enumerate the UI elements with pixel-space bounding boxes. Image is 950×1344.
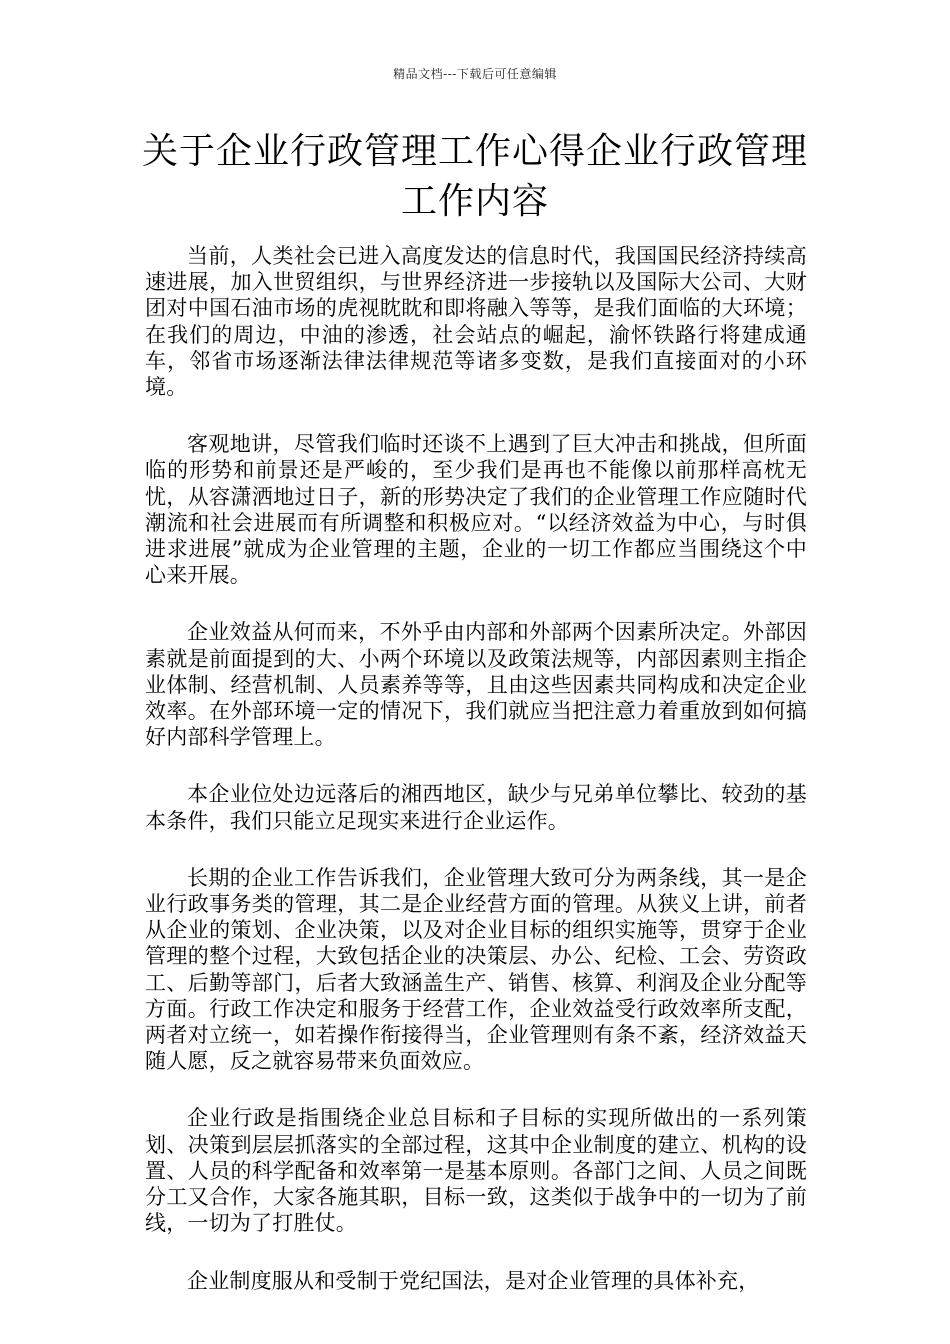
paragraph: 本企业位处边远落后的湘西地区，缺少与兄弟单位攀比、较劲的基本条件，我们只能立足现实来进行企业运作。 (145, 782, 807, 833)
paragraph: 企业效益从何而来，不外乎由内部和外部两个因素所决定。外部因素就是前面提到的大、小两个环境以及政策法规等，内部因素则主指企业体制、经营机制、人员素养等等，且由这些因素共同构成和决定企业效率。在外部环境一定的情况下，我们就应当把注意力着重放到如何搞好内部科学管理上。 (145, 620, 807, 750)
paragraph: 企业制度服从和受制于党纪国法，是对企业管理的具体补充， (187, 1268, 760, 1293)
paragraph: 当前，人类社会已进入高度发达的信息时代，我国国民经济持续高速进展，加入世贸组织，与世界经济进一步接轨以及国际大公司、大财团对中国石油市场的虎视眈眈和即将融入等等，是我们面临的大环境；在我们的周边，中油的渗透，社会站点的崛起，渝怀铁路行将建成通车，邻省市场逐渐法律法律规范等诸多变数，是我们直接面对的小环境。 (145, 244, 807, 400)
paragraph: 客观地讲，尽管我们临时还谈不上遇到了巨大冲击和挑战，但所面临的形势和前景还是严峻的，至少我们是再也不能像以前那样高枕无忧，从容潇洒地过日子，新的形势决定了我们的企业管理工作应随时代潮流和社会进展而有所调整和积极应对。“以经济效益为中心，与时俱进求进展”就成为企业管理的主题，企业的一切工作都应当围绕这个中心来开展。 (145, 432, 807, 588)
document-body (145, 243, 807, 1325)
paragraph: 长期的企业工作告诉我们，企业管理大致可分为两条线，其一是企业行政事务类的管理，其二是企业经营方面的管理。从狭义上讲，前者从企业的策划、企业决策，以及对企业目标的组织实施等，贯穿于企业管理的整个过程，大致包括企业的决策层、办公、纪检、工会、劳资政工、后勤等部门，后者大致涵盖生产、销售、核算、利润及企业分配等方面。行政工作决定和服务于经营工作，企业效益受行政效率所支配，两者对立统一，如若操作衔接得当，企业管理则有条不紊，经济效益天随人愿，反之就容易带来负面效应。 (145, 865, 807, 1074)
paragraph: 企业行政是指围绕企业总目标和子目标的实现所做出的一系列策划、决策到层层抓落实的全部过程，这其中企业制度的建立、机构的设置、人员的科学配备和效率第一是基本原则。各部门之间、人员之间既分工又合作，大家各施其职，目标一致，这类似于战争中的一切为了前线，一切为了打胜仗。 (145, 1106, 807, 1236)
header-note: 精品文档---下载后可任意编辑 (393, 67, 557, 81)
document-title: 关于企业行政管理工作心得企业行政管理工作内容 (141, 131, 808, 222)
